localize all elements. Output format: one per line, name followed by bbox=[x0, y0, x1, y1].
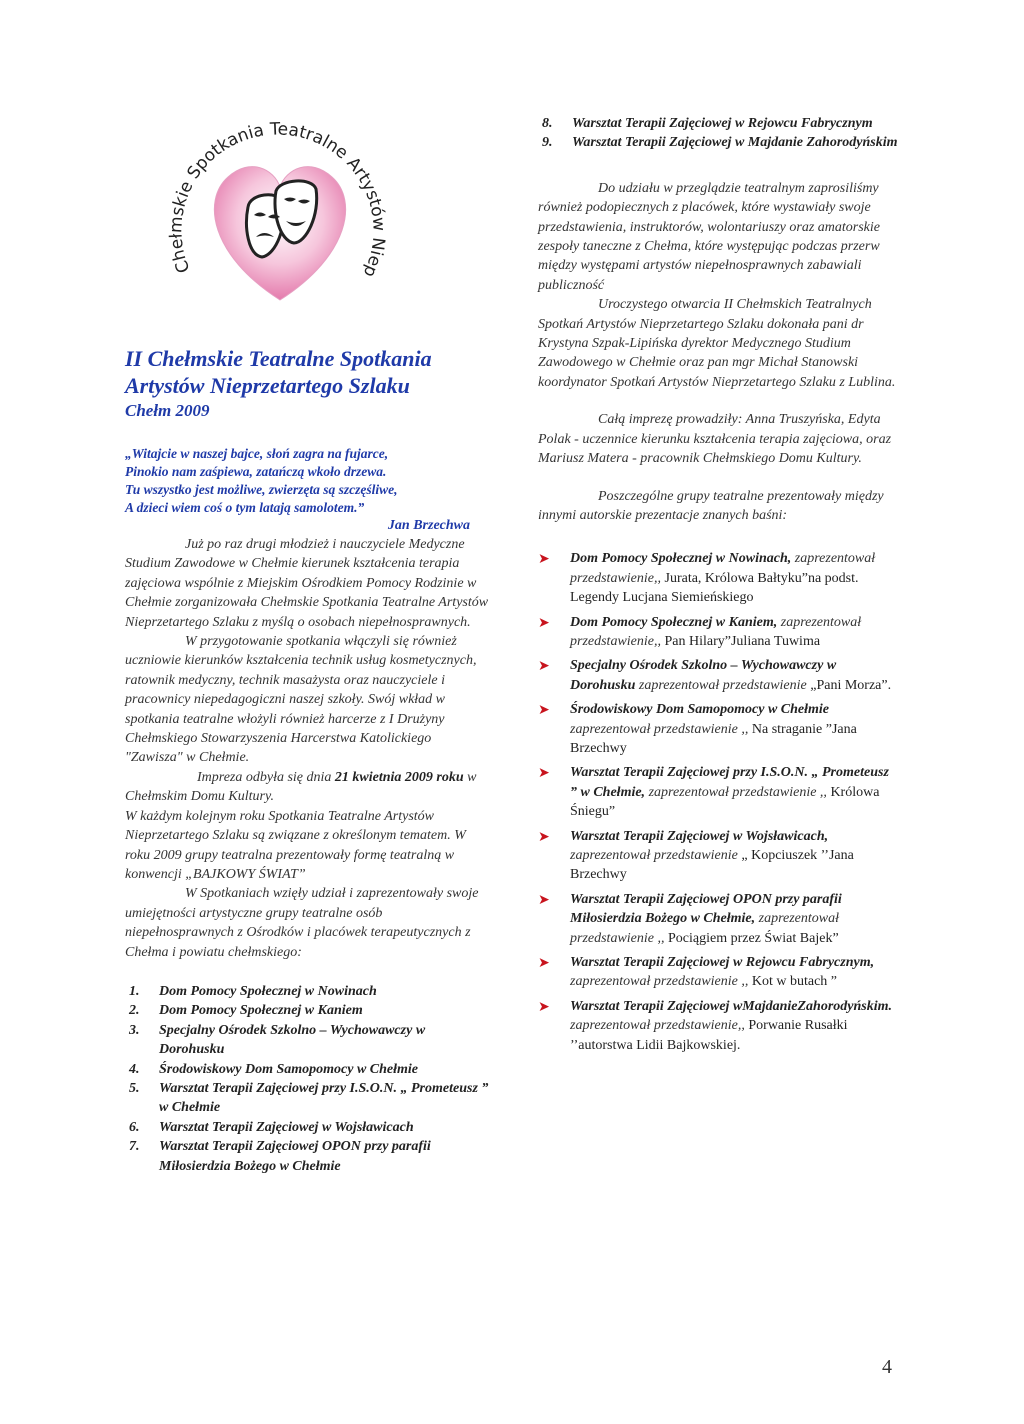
group-desc: zaprezentował przedstawienie ,, bbox=[570, 974, 749, 990]
list-item bbox=[538, 114, 898, 133]
play-title: „Pani Morza”. bbox=[806, 677, 892, 693]
list-item-label: Dom Pomocy Społecznej w Nowinach bbox=[159, 983, 377, 999]
group-name: Środowiskowy Dom Samopomocy w Chełmie bbox=[570, 702, 830, 718]
play-title: Na straganie ”Jana Brzechwy bbox=[570, 721, 857, 756]
list-number: 5. bbox=[129, 1080, 140, 1096]
paragraph: Całą imprezę prowadziły: Anna Truszyńska, Edyta Polak - uczennice kierunku kształcenia terapia zajęciowa, oraz Mariusz Matera - pracownik Chełmskiego Domu Kultury. bbox=[538, 412, 892, 467]
list-item bbox=[125, 1060, 490, 1079]
list-item-label: Warsztat Terapii Zajęciowej w Wojsławicach bbox=[159, 1119, 414, 1135]
poem-line: Pinokio nam zaśpiewa, zatańczą wkoło drzewa. bbox=[125, 464, 387, 479]
list-number: 7. bbox=[129, 1139, 140, 1155]
list-number: 6. bbox=[129, 1119, 140, 1135]
list-item bbox=[125, 1079, 490, 1118]
play-title: Królowa Śniegu” bbox=[570, 784, 880, 820]
arrow-bullet-icon: ➤ bbox=[538, 998, 550, 1015]
paragraph: Już po raz drugi młodzież i nauczyciele Medyczne Studium Zawodowe w Chełmie kierunek kształcenia terapia zajęciowa wspólnie z Miejskim Ośrodkiem Pomocy Rodzinie w Chełmie zorganizowała Chełmskie Spotkania Teatralne Artystów Nieprzetartego Szlaku z myślą o osobach niepełnosprawnych. bbox=[125, 537, 489, 630]
group-name: Warsztat Terapii Zajęciowej w Rejowcu Fabrycznym, bbox=[570, 955, 875, 971]
right-column bbox=[538, 114, 898, 1060]
group-desc: zaprezentował przedstawienie ,, bbox=[645, 784, 827, 800]
text-run: Impreza odbyła się dnia bbox=[197, 769, 335, 785]
list-item bbox=[538, 700, 898, 758]
paragraph: W przygotowanie spotkania włączyli się również uczniowie kierunków kształcenia technik usług kosmetycznych, ratownik medyczny, technik masażysta oraz nauczyciele i pracownicy niepedagogiczni naszej szkoły. Swój wkład w spotkania teatralne włożyli również harcerze z I Drużyny Chełmskiego Stowarzyszenia Harcerstwa Katolickiego "Zawisza" w Chełmie. bbox=[125, 634, 477, 766]
list-number: 8. bbox=[542, 116, 553, 131]
page-number: 4 bbox=[882, 1356, 892, 1378]
arrow-bullet-icon: ➤ bbox=[538, 658, 550, 675]
group-name: Dom Pomocy Społecznej w Kaniem, bbox=[570, 614, 778, 630]
left-column bbox=[125, 345, 490, 1176]
presentations-list bbox=[538, 549, 898, 1055]
paragraph: Do udziału w przeglądzie teatralnym zaprosiliśmy również podopiecznych z placówek, które wystawiały swoje przedstawienia, instruktorów, wolontariuszy oraz amatorskie zespoły taneczne z Chełma, które występując podczas przerw między występami artystów niepełnosprawnych zabawiali publiczność bbox=[538, 180, 880, 293]
poem-quote bbox=[125, 445, 490, 535]
list-item bbox=[538, 763, 898, 821]
group-desc: zaprezentował przedstawienie ,, bbox=[570, 911, 839, 946]
group-name: Warsztat Terapii Zajęciowej OPON przy parafii Miłosierdzia Bożego w Chełmie, bbox=[570, 891, 842, 927]
list-item-label: Dom Pomocy Społecznej w Kaniem bbox=[159, 1003, 363, 1019]
group-name: Specjalny Ośrodek Szkolno – Wychowawczy w Dorohusku bbox=[570, 658, 837, 693]
paragraph-event-date bbox=[125, 768, 490, 807]
poem-line: „Witajcie w naszej bajce, słoń zagra na fujarce, bbox=[125, 446, 389, 461]
arrow-bullet-icon: ➤ bbox=[538, 891, 550, 908]
arrow-bullet-icon: ➤ bbox=[538, 702, 550, 719]
list-item bbox=[538, 656, 898, 695]
play-title: Pan Hilary”Juliana Tuwima bbox=[661, 633, 821, 649]
arrow-bullet-icon: ➤ bbox=[538, 765, 550, 782]
arrow-bullet-icon: ➤ bbox=[538, 614, 550, 631]
list-item bbox=[538, 953, 898, 992]
arrow-bullet-icon: ➤ bbox=[538, 955, 550, 972]
participants-list bbox=[125, 982, 490, 1176]
document-title bbox=[125, 345, 490, 423]
theater-masks-heart-icon bbox=[150, 95, 410, 335]
list-item bbox=[125, 1118, 490, 1137]
list-item bbox=[538, 827, 898, 885]
list-item bbox=[538, 133, 898, 152]
play-title: Pociągiem przez Świat Bajek” bbox=[664, 930, 839, 946]
paragraph: W Spotkaniach wzięły udział i zaprezentowały swoje umiejętności artystyczne grupy teatralne osób niepełnosprawnych z Ośrodków i placówek terapeutycznych z Chełma i powiatu chełmskiego: bbox=[125, 886, 479, 960]
play-title: Porwanie Rusałki ’’autorstwa Lidii Bajkowskiej. bbox=[570, 1018, 848, 1053]
list-item bbox=[538, 997, 898, 1055]
list-item-label: Warsztat Terapii Zajęciowej w Majdanie Zahorodyńskim bbox=[572, 135, 898, 151]
list-item bbox=[125, 982, 490, 1001]
logo-ring-text: Chełmskie Spotkania Teatralne Artystów Niep bbox=[166, 119, 389, 281]
group-name: Warsztat Terapii Zajęciowej wMajdanieZahorodyńskim. bbox=[570, 998, 893, 1014]
list-item bbox=[538, 549, 898, 607]
poem-author: Jan Brzechwa bbox=[387, 518, 470, 533]
event-date: 21 kwietnia 2009 roku bbox=[334, 769, 464, 785]
paragraph: W każdym kolejnym roku Spotkania Teatralne Artystów Nieprzetartego Szlaku są związane z określonym tematem. W roku 2009 grupy teatralna prezentowały formę teatralną w konwencji „BAJKOWY ŚWIAT” bbox=[125, 808, 466, 882]
list-number: 3. bbox=[129, 1022, 140, 1038]
participants-list-continued bbox=[538, 114, 898, 153]
arrow-bullet-icon: ➤ bbox=[538, 551, 550, 568]
list-item-label: Warsztat Terapii Zajęciowej OPON przy parafii Miłosierdzia Bożego w Chełmie bbox=[159, 1139, 431, 1174]
poem-line: Tu wszystko jest możliwe, zwierzęta są szczęśliwe, bbox=[125, 482, 398, 497]
paragraph: Uroczystego otwarcia II Chełmskich Teatralnych Spotkań Artystów Nieprzetartego Szlaku dokonała pani dr Krystyna Szpak-Lipińska dyrektor Medycznego Studium Zawodowego w Chełmie oraz pan mgr Michał Stanowski koordynator Spotkań Artystów Nieprzetartego Szlaku z Lublina. bbox=[538, 297, 896, 390]
poem-line: A dzieci wiem coś o tym latają samolotem.” bbox=[125, 500, 365, 515]
list-number: 4. bbox=[129, 1061, 140, 1077]
title-line-2: Artystów Nieprzetartego Szlaku bbox=[125, 373, 410, 398]
list-item-label: Warsztat Terapii Zajęciowej w Rejowcu Fabrycznym bbox=[572, 116, 873, 131]
group-name: Warsztat Terapii Zajęciowej w Wojsławicach, bbox=[570, 828, 829, 844]
group-desc: zaprezentował przedstawienie,, bbox=[570, 614, 862, 649]
group-desc: zaprezentował przedstawienie,, bbox=[570, 551, 876, 586]
right-body-text bbox=[538, 179, 898, 526]
list-item bbox=[125, 1021, 490, 1060]
play-title: Kot w butach ” bbox=[748, 974, 838, 990]
title-year: Chełm 2009 bbox=[125, 401, 210, 420]
list-item-label: Specjalny Ośrodek Szkolno – Wychowawczy w Dorohusku bbox=[159, 1022, 426, 1058]
play-title: Jurata, Królowa Bałtyku”na podst. Legendy Lucjana Siemieńskiego bbox=[570, 570, 859, 606]
group-name: Warsztat Terapii Zajęciowej przy I.S.O.N. „ Prometeusz ” w Chełmie, bbox=[570, 765, 889, 800]
list-number: 9. bbox=[542, 135, 553, 151]
list-number: 1. bbox=[129, 983, 140, 999]
list-item bbox=[538, 613, 898, 652]
arrow-bullet-icon: ➤ bbox=[538, 828, 550, 845]
list-item bbox=[125, 1137, 490, 1176]
list-item bbox=[538, 890, 898, 948]
list-item-label: Środowiskowy Dom Samopomocy w Chełmie bbox=[159, 1061, 419, 1077]
list-item bbox=[125, 1001, 490, 1020]
list-item-label: Warsztat Terapii Zajęciowej przy I.S.O.N. „ Prometeusz ” w Chełmie bbox=[159, 1080, 489, 1116]
group-desc: zaprezentował przedstawienie,, bbox=[570, 1018, 745, 1034]
paragraph: Poszczególne grupy teatralne prezentowały między innymi autorskie prezentacje znanych baśni: bbox=[538, 488, 884, 523]
group-name: Dom Pomocy Społecznej w Nowinach, bbox=[570, 551, 792, 567]
play-title: „ Kopciuszek ’’Jana Brzechwy bbox=[570, 848, 854, 883]
list-number: 2. bbox=[129, 1003, 140, 1019]
group-desc: zaprezentował przedstawienie bbox=[570, 848, 738, 863]
group-desc: zaprezentował przedstawienie bbox=[635, 677, 807, 693]
left-body-text bbox=[125, 535, 490, 962]
title-line-1: II Chełmskie Teatralne Spotkania bbox=[125, 346, 432, 371]
text-run: w Chełmskim Domu Kultury. bbox=[125, 769, 477, 805]
festival-logo bbox=[150, 95, 410, 335]
group-desc: zaprezentował przedstawienie ,, bbox=[570, 721, 749, 737]
